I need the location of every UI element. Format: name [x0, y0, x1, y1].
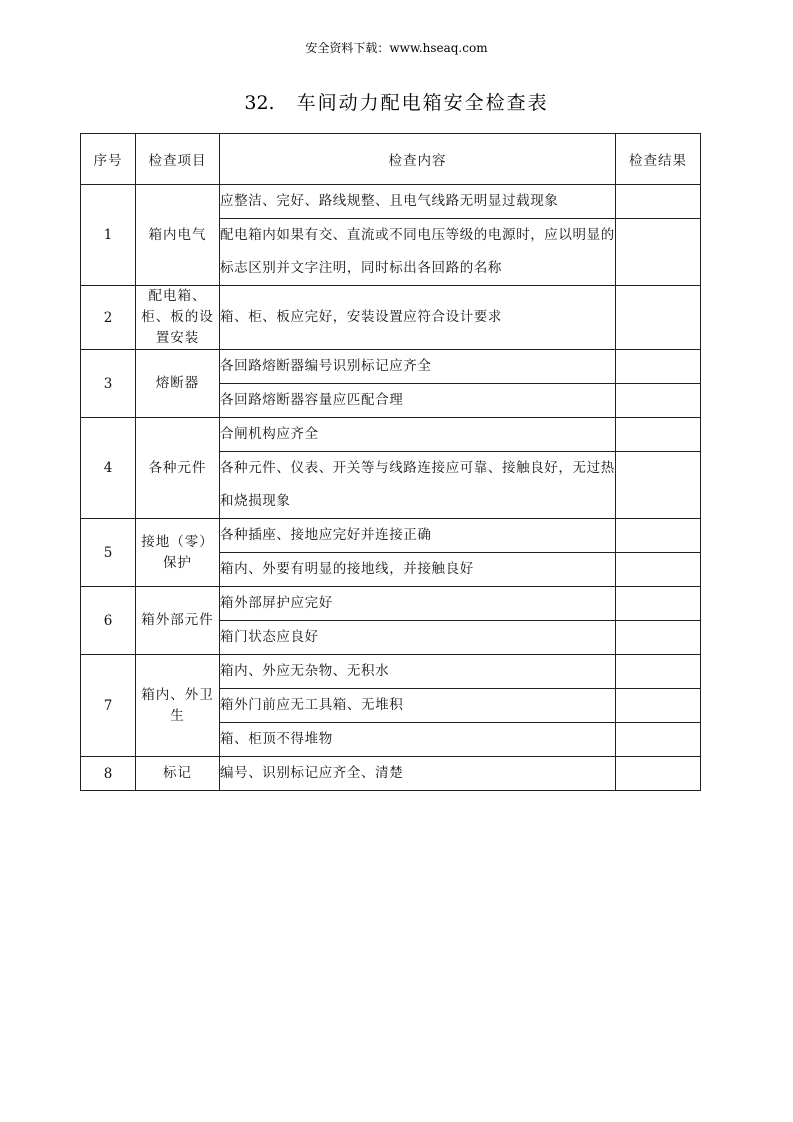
result-cell[interactable] — [616, 689, 701, 723]
check-content: 配电箱内如果有交、直流或不同电压等级的电源时，应以明显的标志区别并文字注明，同时标出各回路的名称 — [220, 219, 616, 286]
result-cell[interactable] — [616, 757, 701, 791]
row-number: 6 — [81, 587, 136, 655]
table-row — [81, 418, 701, 452]
check-content: 箱外部屏护应完好 — [220, 587, 616, 621]
result-cell[interactable] — [616, 519, 701, 553]
row-number: 5 — [81, 519, 136, 587]
check-item: 箱内电气 — [136, 185, 220, 286]
col-header-item: 检查项目 — [136, 134, 220, 185]
col-header-content: 检查内容 — [220, 134, 616, 185]
result-cell[interactable] — [616, 350, 701, 384]
check-item: 箱外部元件 — [136, 587, 220, 655]
table-row — [81, 286, 701, 350]
result-cell[interactable] — [616, 185, 701, 219]
result-cell[interactable] — [616, 384, 701, 418]
col-header-no: 序号 — [81, 134, 136, 185]
result-cell[interactable] — [616, 587, 701, 621]
check-content: 各种插座、接地应完好并连接正确 — [220, 519, 616, 553]
result-cell[interactable] — [616, 286, 701, 350]
row-number: 1 — [81, 185, 136, 286]
check-content: 箱外门前应无工具箱、无堆积 — [220, 689, 616, 723]
check-content: 各回路熔断器容量应匹配合理 — [220, 384, 616, 418]
check-content: 箱内、外应无杂物、无积水 — [220, 655, 616, 689]
check-content: 编号、识别标记应齐全、清楚 — [220, 757, 616, 791]
check-item: 标记 — [136, 757, 220, 791]
check-content: 合闸机构应齐全 — [220, 418, 616, 452]
table-row — [81, 587, 701, 621]
table-row — [81, 757, 701, 791]
check-content: 箱内、外要有明显的接地线，并接触良好 — [220, 553, 616, 587]
result-cell[interactable] — [616, 219, 701, 286]
check-item: 接地（零）保护 — [136, 519, 220, 587]
check-item: 熔断器 — [136, 350, 220, 418]
row-number: 8 — [81, 757, 136, 791]
check-item: 箱内、外卫生 — [136, 655, 220, 757]
result-cell[interactable] — [616, 452, 701, 519]
check-content: 箱、柜顶不得堆物 — [220, 723, 616, 757]
row-number: 3 — [81, 350, 136, 418]
inspection-table — [80, 133, 701, 791]
row-number: 7 — [81, 655, 136, 757]
table-row — [81, 350, 701, 384]
check-content: 应整洁、完好、路线规整、且电气线路无明显过载现象 — [220, 185, 616, 219]
title-number: 32. — [244, 92, 275, 114]
document-title — [0, 88, 793, 115]
check-content: 各回路熔断器编号识别标记应齐全 — [220, 350, 616, 384]
result-cell[interactable] — [616, 655, 701, 689]
result-cell[interactable] — [616, 723, 701, 757]
source-header: 安全资料下载：www.hseaq.com — [305, 41, 488, 55]
check-content: 箱、柜、板应完好，安装设置应符合设计要求 — [220, 286, 616, 350]
table-row — [81, 655, 701, 689]
title-text: 车间动力配电箱安全检查表 — [296, 92, 549, 114]
table-header-row — [81, 134, 701, 185]
result-cell[interactable] — [616, 418, 701, 452]
row-number: 2 — [81, 286, 136, 350]
check-item: 各种元件 — [136, 418, 220, 519]
result-cell[interactable] — [616, 621, 701, 655]
col-header-result: 检查结果 — [616, 134, 701, 185]
result-cell[interactable] — [616, 553, 701, 587]
check-item: 配电箱、柜、板的设置安装 — [136, 286, 220, 350]
row-number: 4 — [81, 418, 136, 519]
table-row — [81, 185, 701, 219]
check-content: 各种元件、仪表、开关等与线路连接应可靠、接触良好，无过热和烧损现象 — [220, 452, 616, 519]
check-content: 箱门状态应良好 — [220, 621, 616, 655]
table-row — [81, 519, 701, 553]
